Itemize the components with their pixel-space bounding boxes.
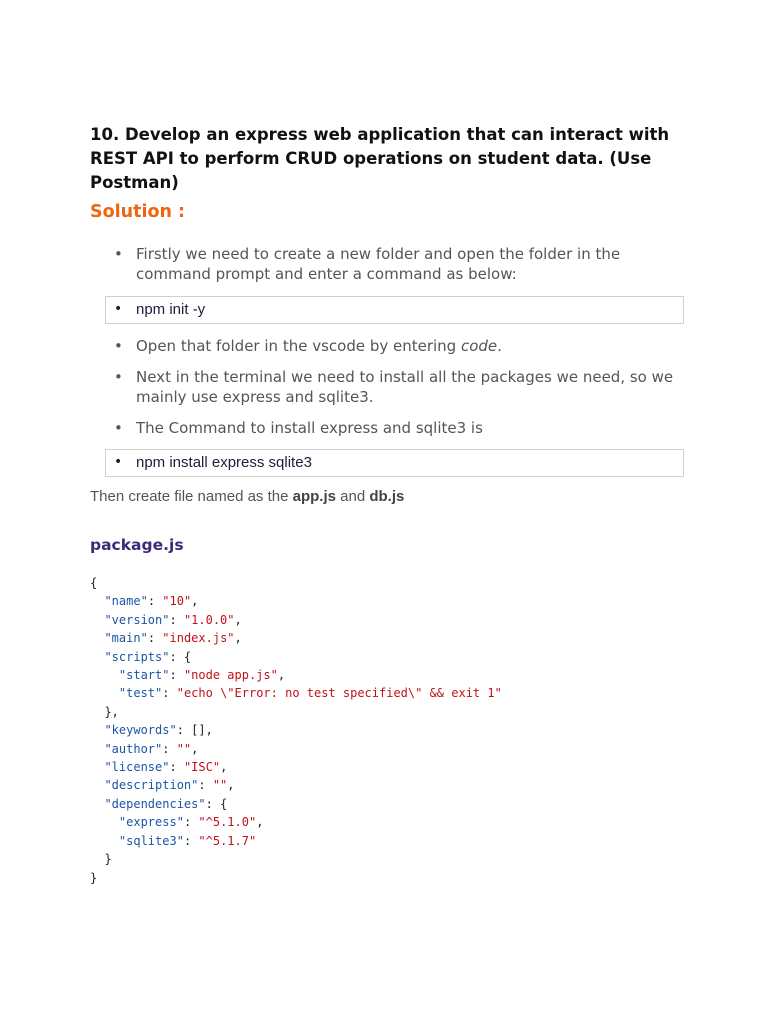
step-text: Firstly we need to create a new folder and open the folder in the command prompt and enter a command as below: bbox=[136, 245, 621, 283]
command-text: npm init -y bbox=[136, 301, 206, 318]
file-heading: package.js bbox=[90, 536, 184, 554]
page-title: 10. Develop an express web application that can interact with REST API to perform CRUD operations on student data. (Use Postman) bbox=[90, 125, 670, 192]
list-item bbox=[114, 336, 691, 356]
instruction-text bbox=[90, 488, 404, 505]
bullet-icon: • bbox=[114, 368, 123, 386]
filename-db: db.js bbox=[369, 488, 405, 505]
code-block: { "name": "10", "version": "1.0.0", "main": "index.js", "scripts": { "start": "node app.js", "test": "echo \"Error: no test specified\" && exit 1" }, "keywords": [], "author": "", "license": "ISC", "description": "", "dependencies": { "express": "^5.1.0", "sqlite3": "^5.1.7" } } bbox=[90, 576, 502, 885]
bullet-icon: • bbox=[114, 301, 123, 317]
command-box bbox=[105, 296, 684, 324]
step-text: Open that folder in the vscode by entering bbox=[136, 337, 461, 355]
command-text: npm install express sqlite3 bbox=[136, 454, 312, 471]
emphasis-text: code bbox=[460, 337, 498, 355]
list-item bbox=[114, 367, 691, 407]
step-suffix: . bbox=[497, 337, 502, 355]
command-box bbox=[105, 449, 684, 477]
then-middle: and bbox=[335, 488, 370, 505]
bullet-icon: • bbox=[114, 245, 123, 263]
bullet-icon: • bbox=[114, 337, 123, 355]
bullet-icon: • bbox=[114, 419, 123, 437]
then-prefix: Then create file named as the bbox=[90, 488, 293, 505]
solution-heading: Solution : bbox=[90, 202, 186, 222]
step-text: Next in the terminal we need to install all the packages we need, so we mainly use express and sqlite3. bbox=[136, 368, 674, 406]
list-item bbox=[114, 418, 691, 438]
step-text: The Command to install express and sqlite3 is bbox=[136, 419, 483, 437]
list-item bbox=[114, 244, 691, 284]
filename-app: app.js bbox=[292, 488, 336, 505]
bullet-icon: • bbox=[114, 454, 123, 470]
